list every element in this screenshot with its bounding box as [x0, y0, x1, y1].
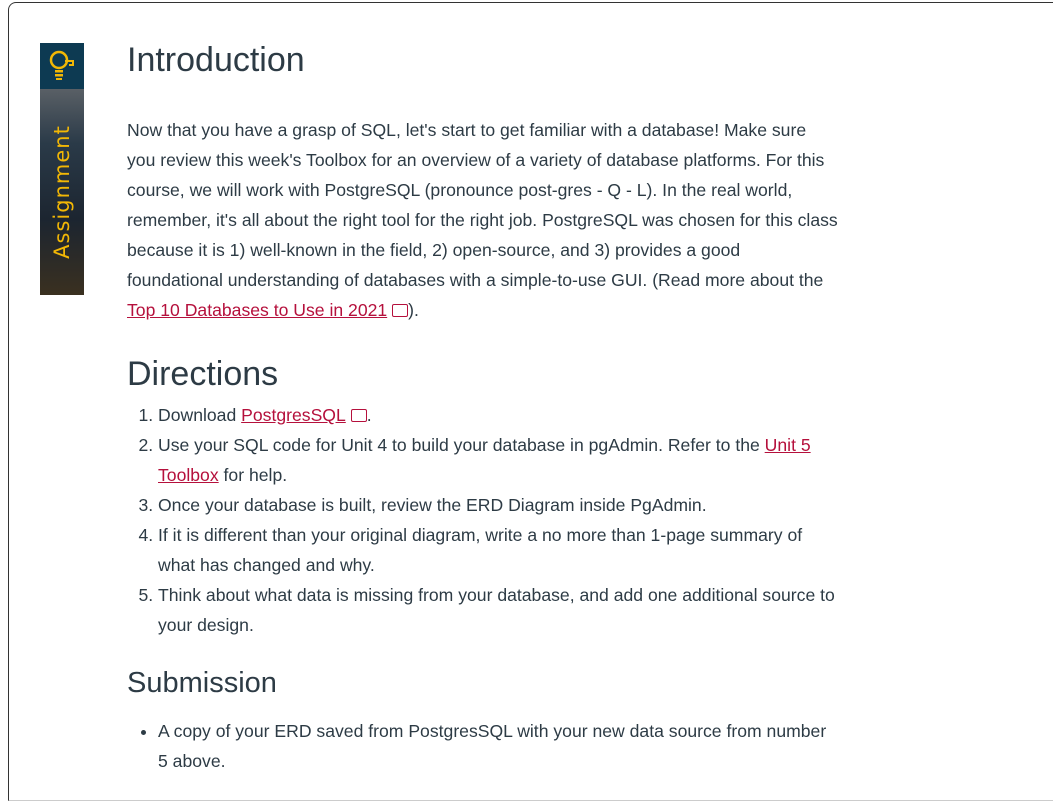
- directions-list: [127, 400, 839, 640]
- submission-list: [127, 716, 839, 776]
- postgressql-link[interactable]: [241, 405, 346, 425]
- intro-heading: Introduction: [127, 41, 305, 79]
- list-item: [158, 430, 839, 490]
- item-text: Use your SQL code for Unit 4 to build your database in pgAdmin. Refer to the: [158, 435, 765, 455]
- intro-paragraph: [127, 115, 839, 325]
- directions-heading: Directions: [127, 355, 279, 393]
- list-item: • A copy of your ERD saved from PostgresSQL with your new data source from number 5 above.: [158, 716, 839, 776]
- intro-text-end: ).: [408, 300, 419, 320]
- list-item: 3. Once your database is built, review the ERD Diagram inside PgAdmin.: [158, 490, 839, 520]
- banner-label: Assignment: [50, 125, 74, 259]
- external-link-icon: [392, 304, 408, 317]
- submission-heading: Submission: [127, 667, 277, 699]
- list-item: 5. Think about what data is missing from your database, and add one additional source to your design.: [158, 580, 839, 640]
- link-text: PostgresSQL: [241, 405, 346, 425]
- list-item: 4. If it is different than your original diagram, write a no more than 1-page summary of what has changed and why.: [158, 520, 839, 580]
- item-text: .: [366, 405, 372, 425]
- item-text: for help.: [218, 465, 288, 485]
- top-databases-link[interactable]: [127, 300, 387, 320]
- item-text: Download: [158, 405, 242, 425]
- assignment-banner: [40, 43, 84, 295]
- intro-text: Now that you have a grasp of SQL, let's start to get familiar with a database! Make sure you review this week's Toolbox for an overview of a variety of database platforms. For this course, we will work with PostgreSQL (pronounce post-gres - Q - L). In the real world, remember, it's all about the right tool for the right job. PostgreSQL was chosen for this class because it is 1) well-known in the field, 2) open-source, and 3) provides a good foundational understanding of databases with a simple-to-use GUI. (Read more about the: [127, 120, 838, 290]
- external-link-icon: [351, 409, 367, 422]
- lightbulb-icon: [40, 43, 84, 89]
- link-text: Top 10 Databases to Use in 2021: [127, 300, 388, 320]
- link-text: Unit 5 Toolbox: [158, 435, 811, 485]
- list-item: [158, 400, 839, 430]
- assignment-content: [127, 38, 839, 776]
